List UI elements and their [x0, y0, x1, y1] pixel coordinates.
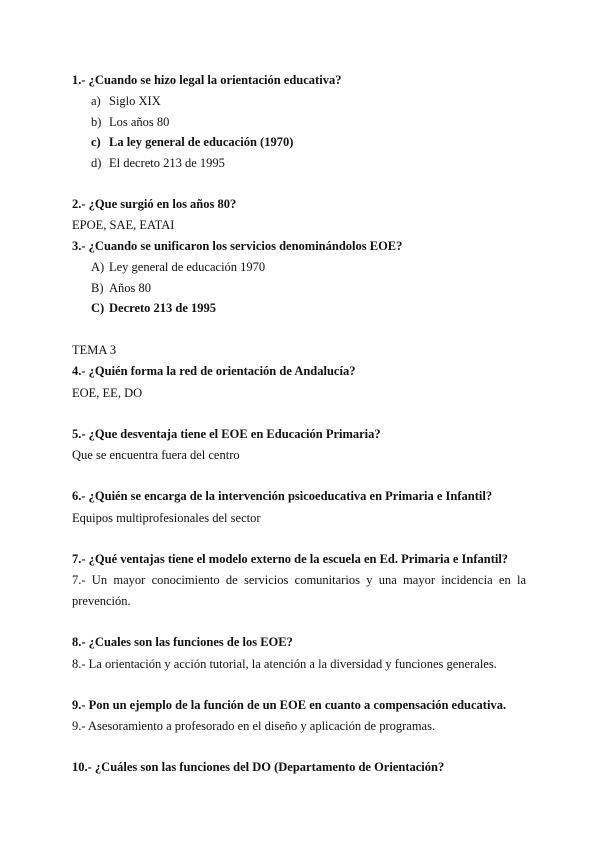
option-3c-correct: C) Decreto 213 de 1995: [91, 301, 217, 315]
question-5: 5.- ¿Que desventaja tiene el EOE en Educación Primaria?: [72, 427, 381, 441]
option-1d: d) El decreto 213 de 1995: [91, 156, 225, 170]
question-7: 7.- ¿Qué ventajas tiene el modelo externo de la escuela en Ed. Primaria e Infantil?: [72, 552, 509, 566]
question-10: 10.- ¿Cuáles son las funciones del DO (Departamento de Orientación?: [72, 760, 445, 774]
question-8: 8.- ¿Cuales son las funciones de los EOE?: [72, 635, 293, 649]
option-3b: B) Años 80: [91, 281, 152, 295]
answer-4: EOE, EE, DO: [72, 386, 143, 400]
option-1a: a) Siglo XIX: [91, 94, 161, 108]
question-1: 1.- ¿Cuando se hizo legal la orientación educativa?: [72, 73, 342, 87]
option-1b: b) Los años 80: [91, 115, 170, 129]
answer-5: Que se encuentra fuera del centro: [72, 448, 240, 462]
answer-7-line1: 7.- Un mayor conocimiento de servicios comunitarios y una mayor incidencia en la: [72, 573, 526, 587]
answer-7-line2: prevención.: [72, 594, 131, 608]
question-6: 6.- ¿Quién se encarga de la intervención psicoeducativa en Primaria e Infantil?: [72, 489, 493, 503]
question-3: 3.- ¿Cuando se unificaron los servicios denominándolos EOE?: [72, 239, 403, 253]
question-9: 9.- Pon un ejemplo de la función de un EOE en cuanto a compensación educativa.: [72, 698, 507, 712]
option-3a: A) Ley general de educación 1970: [91, 260, 266, 274]
question-2: 2.- ¿Que surgió en los años 80?: [72, 197, 237, 211]
answer-8: 8.- La orientación y acción tutorial, la atención a la diversidad y funciones generales.: [72, 657, 497, 671]
question-4: 4.- ¿Quién forma la red de orientación de Andalucía?: [72, 364, 356, 378]
option-1c-correct: c) La ley general de educación (1970): [91, 135, 294, 149]
answer-6: Equipos multiprofesionales del sector: [72, 511, 261, 525]
answer-2: EPOE, SAE, EATAI: [72, 218, 175, 232]
answer-9: 9.- Asesoramiento a profesorado en el diseño y aplicación de programas.: [72, 719, 436, 733]
section-heading: TEMA 3: [72, 343, 117, 357]
